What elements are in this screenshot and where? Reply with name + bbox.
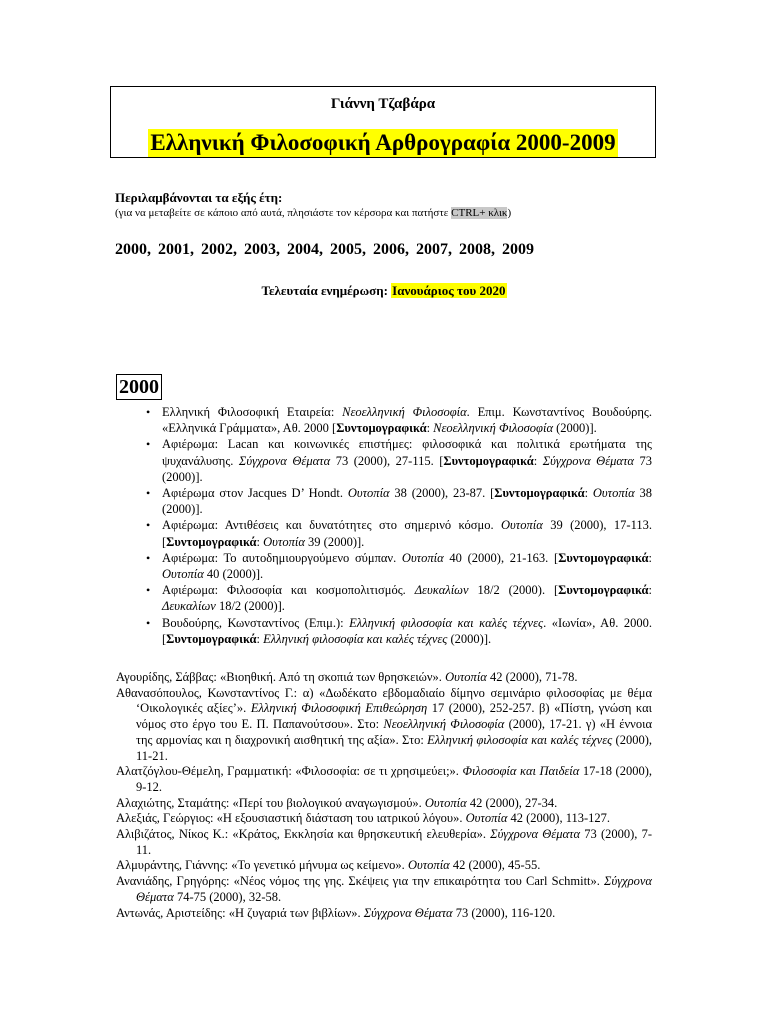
year-link-2002[interactable]: 2002 <box>201 241 233 258</box>
entry-text: (2000), 17-21. γ) «Η έννοια της αρμονίας και η διαχρονική αισθητική της αξία». Στο: <box>136 717 652 747</box>
bullet-icon: • <box>146 437 151 452</box>
title-box <box>110 86 656 158</box>
year-link-2007[interactable]: 2007 <box>416 241 448 258</box>
navigation-hint <box>115 206 511 220</box>
entry-text: 17-18 (2000), 9-12. <box>136 764 652 794</box>
year-links: 2000, 2001, 2002, 2003, 2004, 2005, 2006, 2007, 2008, 2009 <box>115 241 534 258</box>
year-link-2003[interactable]: 2003 <box>244 241 276 258</box>
bullet-icon: • <box>146 615 151 630</box>
entry-text: 73 (2000), 7-11. <box>136 827 652 857</box>
bibliography-entry <box>116 858 652 874</box>
bullet-icon: • <box>146 518 151 533</box>
publication-title: Σύγχρονα Θέματα <box>363 905 453 920</box>
year-link-2000[interactable]: 2000 <box>115 241 147 258</box>
document-title: Ελληνική Φιλοσοφική Αρθρογραφία 2000-2009 <box>150 130 616 155</box>
entry-text: Αλαχιώτης, Σταμάτης: «Περί του βιολογικού αναγωγισμού». <box>116 795 425 810</box>
last-update-value: Ιανουάριος του 2020 <box>392 283 506 298</box>
list-item: • Ελληνική Φιλοσοφική Εταιρεία: Νεοελληνική Φιλοσοφία. Επιμ. Κωνσταντίνος Βουδούρης. «Ελληνικά Γράμματα», Αθ. 2000 [Συντομογραφικά: Νεοελληνική Φιλοσοφία (2000)]. <box>146 405 652 436</box>
list-item: • Αφιέρωμα: Αντιθέσεις και δυνατότητες στο σημερινό κόσμο. Ουτοπία 39 (2000), 17-113. [Συντομογραφικά: Ουτοπία 39 (2000)]. <box>146 518 652 549</box>
section-year-heading: 2000 <box>116 374 162 400</box>
entry-text: 73 (2000), 116-120. <box>452 905 556 920</box>
list-item: • Βουδούρης, Κωνσταντίνος (Επιμ.): Ελληνική φιλοσοφία και καλές τέχνες. «Ιωνία», Αθ. 2000. [Συντομογραφικά: Ελληνική φιλοσοφία και καλές τέχνες (2000)]. <box>146 615 652 646</box>
bullet-icon: • <box>146 486 151 501</box>
list-item: • Αφιέρωμα: Lacan και κοινωνικές επιστήμες: φιλοσοφικά και πολιτικά ερωτήματα της ψυχανάλυσης. Σύγχρονα Θέματα 73 (2000), 27-115. [Συντομογραφικά: Σύγχρονα Θέματα 73 (2000)]. <box>146 437 652 484</box>
publication-title: Ουτοπία <box>465 811 508 826</box>
year-link-2001[interactable]: 2001 <box>158 241 190 258</box>
entry-text: 42 (2000), 71-78. <box>486 670 578 684</box>
entry-text: Αθανασόπουλος, Κωνσταντίνος Γ.: α) «Δωδέκατο εβδομαδιαίο δίμηνο σεμινάριο φιλοσοφίας με θέμα ‘Οικολογικές αξίες’». <box>116 685 652 716</box>
publication-title: Σύγχρονα Θέματα <box>490 827 581 842</box>
publication-title: Σύγχρονα Θέματα <box>136 874 652 904</box>
publication-title: Φιλοσοφία και Παιδεία <box>462 764 580 779</box>
bibliography-entry <box>116 764 652 795</box>
included-years-heading: Περιλαμβάνονται τα εξής έτη: <box>115 190 283 205</box>
list-item: • Αφιέρωμα στον Jacques D’ Hondt. Ουτοπία 38 (2000), 23-87. [Συντομογραφικά: Ουτοπία 38 (2000)]. <box>146 486 653 517</box>
bibliography-entries <box>116 670 652 921</box>
bibliography-entry <box>116 670 652 686</box>
bibliography-entry <box>116 811 652 827</box>
entry-text: Αλατζόγλου-Θέμελη, Γραμματική: «Φιλοσοφία: σε τι χρησιμεύει;». <box>116 764 463 779</box>
author-name: Γιάννη Τζαβάρα <box>330 96 436 112</box>
publication-title: Ουτοπία <box>407 858 450 873</box>
year-link-2004[interactable]: 2004 <box>287 241 319 258</box>
bibliography-entry <box>116 874 652 905</box>
navigation-hint-text: (για να μεταβείτε σε κάποιο από αυτά, πλησιάστε τον κέρσορα και πατήστε <box>115 207 452 219</box>
year-link-2005[interactable]: 2005 <box>330 241 362 258</box>
publication-title: Ελληνική Φιλοσοφική Επιθεώρηση <box>250 701 428 716</box>
entry-text: Αγουρίδης, Σάββας: «Βιοηθική. Από τη σκοπιά των θρησκειών». <box>116 670 446 684</box>
ctrl-click-hint: CTRL+ κλικ <box>451 207 508 219</box>
publication-title: Ουτοπία <box>445 670 487 684</box>
bibliography-entry <box>116 796 652 812</box>
bullet-icon: • <box>146 550 151 565</box>
last-update <box>0 282 768 300</box>
bibliography-entry <box>116 906 652 922</box>
list-item: • Αφιέρωμα: Το αυτοδημιουργούμενο σύμπαν. Ουτοπία 40 (2000), 21-163. [Συντομογραφικά: Ουτοπία 40 (2000)]. <box>146 550 653 582</box>
year-link-2009[interactable]: 2009 <box>502 241 534 258</box>
entry-text: Αλμυράντης, Γιάννης: «Το γενετικό μήνυμα ως κείμενο». <box>116 858 408 873</box>
last-update-label: Τελευταία ενημέρωση: <box>261 283 388 298</box>
entry-text: 74-75 (2000), 32-58. <box>173 889 282 904</box>
entry-text: Αντωνάς, Αριστείδης: «Η ζυγαριά των βιβλίων». <box>116 905 364 920</box>
bibliography-entry <box>116 827 652 858</box>
entry-text: 17 (2000), 252-257. β) «Πίστη, γνώση και νόμος στο έργο του Ε. Π. Παπανούτσου». Στο: <box>136 701 652 732</box>
entry-text: Αλεξιάς, Γεώργιος: «Η εξουσιαστική διάσταση του ιατρικού λόγου». <box>116 811 466 826</box>
entry-text: Ανανιάδης, Γρηγόρης: «Νέος νόμος της γης. Σκέψεις για την επικαιρότητα του Carl Schmitt». <box>116 874 605 889</box>
year-link-2006[interactable]: 2006 <box>373 241 405 258</box>
entry-text: (2000), 11-21. <box>136 732 652 763</box>
entry-text: Αλιβιζάτος, Νίκος Κ.: «Κράτος, Εκκλησία και θρησκευτική ελευθερία». <box>116 827 491 842</box>
navigation-hint-end: ) <box>507 207 512 219</box>
bullet-icon: • <box>146 405 151 419</box>
bullet-icon: • <box>146 583 151 598</box>
publication-title: Ουτοπία <box>424 795 467 810</box>
entry-text: 42 (2000), 113-127. <box>507 811 611 826</box>
publication-title: Ελληνική φιλοσοφία και καλές τέχνες <box>427 732 613 747</box>
bibliography-entry <box>116 686 652 765</box>
list-item: • Αφιέρωμα: Φιλοσοφία και κοσμοπολιτισμός. Δευκαλίων 18/2 (2000). [Συντομογραφικά: Δευκαλίων 18/2 (2000)]. <box>146 583 652 614</box>
entry-text: 42 (2000), 27-34. <box>466 795 558 810</box>
entry-text: 42 (2000), 45-55. <box>449 858 541 873</box>
publication-title: Νεοελληνική Φιλοσοφία <box>383 717 505 732</box>
special-issues-list <box>144 404 652 647</box>
year-link-2008[interactable]: 2008 <box>459 241 491 258</box>
